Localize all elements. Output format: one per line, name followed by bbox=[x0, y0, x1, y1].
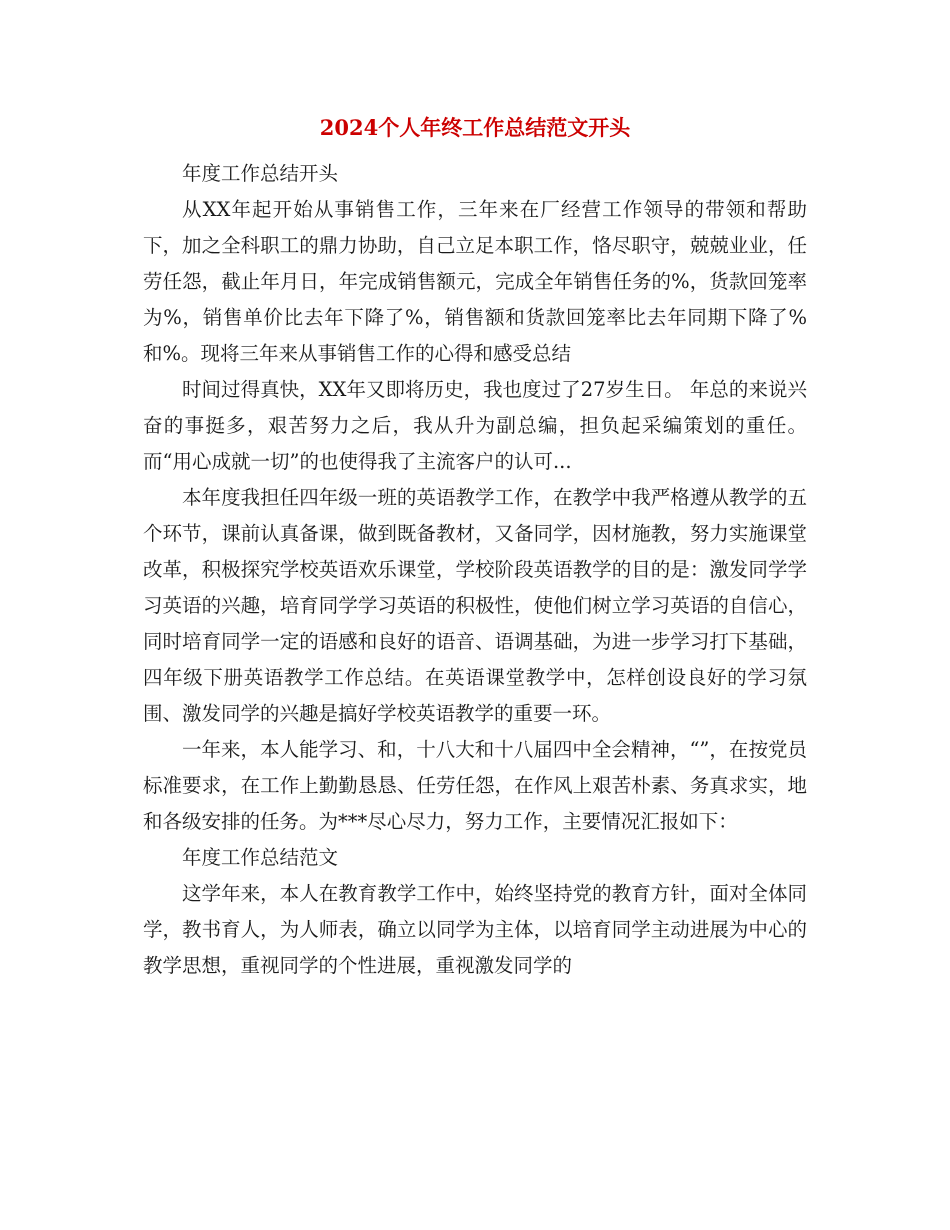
section-heading: 年度工作总结范文 bbox=[182, 846, 339, 869]
paragraph: 时间过得真快，XX年又即将历史，我也度过了27岁生日。 年总的来说兴奋的事挺多，艰苦努力之后，我从升为副总编，担负起采编策划的重任。而“用心成就一切”的也使得我了主流客户的认可... bbox=[143, 378, 807, 473]
document-title: 2024个人年终工作总结范文开头 bbox=[319, 115, 631, 140]
paragraph: 本年度我担任四年级一班的英语教学工作，在教学中我严格遵从教学的五个环节，课前认真备课，做到既备教材，又备同学，因材施教，努力实施课堂改革，积极探究学校英语欢乐课堂，学校阶段英语教学的目的是：激发同学学习英语的兴趣，培育同学学习英语的积极性，使他们树立学习英语的自信心，同时培育同学一定的语感和良好的语音、语调基础，为进一步学习打下基础，四年级下册英语教学工作总结。在英语课堂教学中，怎样创设良好的学习氛围、激发同学的兴趣是搞好学校英语教学的重要一环。 bbox=[143, 486, 807, 725]
section-heading: 年度工作总结开头 bbox=[182, 162, 339, 185]
paragraph: 这学年来，本人在教育教学工作中，始终坚持党的教育方针，面对全体同学，教书育人，为人师表，确立以同学为主体，以培育同学主动进展为中心的教学思想，重视同学的个性进展，重视激发同学的 bbox=[143, 882, 807, 977]
paragraph: 一年来，本人能学习、和，十八大和十八届四中全会精神，“”，在按党员标准要求，在工作上勤勤恳恳、任劳任怨，在作风上艰苦朴素、务真求实，地和各级安排的任务。为***尽心尽力，努力工作，主要情况汇报如下： bbox=[143, 738, 807, 833]
document-body bbox=[143, 156, 807, 984]
paragraph: 从XX年起开始从事销售工作，三年来在厂经营工作领导的带领和帮助下，加之全科职工的鼎力协助，自己立足本职工作，恪尽职守，兢兢业业，任劳任怨，截止年月日，年完成销售额元，完成全年销售任务的%，货款回笼率为%，销售单价比去年下降了%，销售额和货款回笼率比去年同期下降了%和%。现将三年来从事销售工作的心得和感受总结 bbox=[143, 198, 807, 365]
